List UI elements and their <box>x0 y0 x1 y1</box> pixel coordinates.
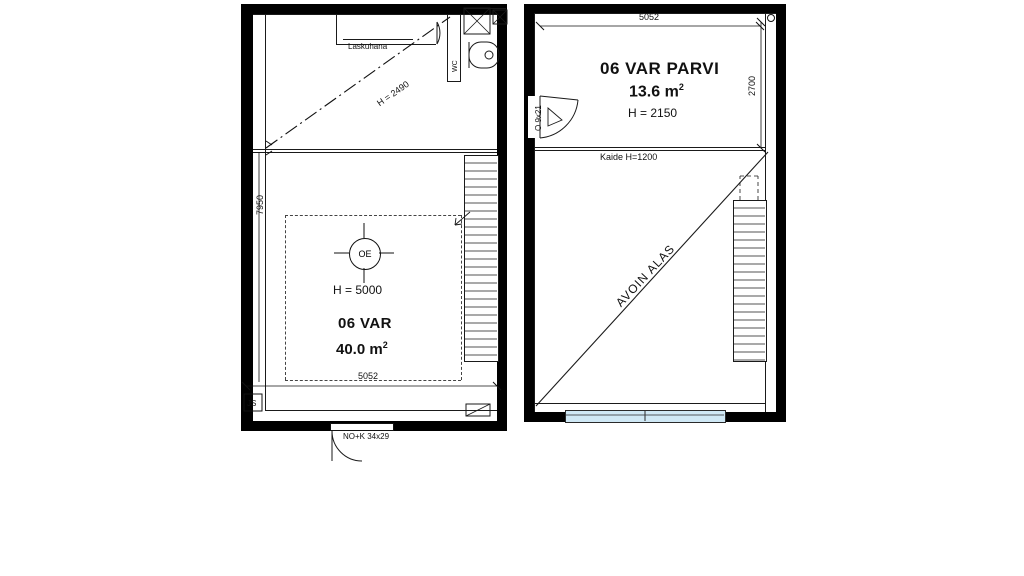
left-dim-west: 7950 <box>255 194 265 215</box>
right-room-area-sup: 2 <box>678 82 684 92</box>
right-dim-top: 5052 <box>639 12 660 22</box>
wc-label: WC <box>452 60 459 72</box>
railing-label: Kaide H=1200 <box>600 152 658 162</box>
right-door-label: O 9x21 <box>534 105 543 131</box>
bottom-door-label: NO+K 34x29 <box>343 432 390 441</box>
right-room-name: 06 VAR PARVI <box>600 59 720 78</box>
tap-label: Laskuhana <box>348 42 388 51</box>
left-room-area-sup: 2 <box>382 340 388 350</box>
left-height-note: H = 5000 <box>333 283 383 297</box>
slope-height-label: H = 2490 <box>375 78 411 109</box>
left-room-name: 06 VAR <box>338 315 392 332</box>
js-label: JS <box>247 399 257 408</box>
oe-label: OE <box>358 249 372 259</box>
left-dim-bottom: 5052 <box>358 371 379 381</box>
right-height-note: H = 2150 <box>628 106 678 120</box>
left-room-area-value: 40.0 m <box>336 341 383 358</box>
right-room-area-value: 13.6 m <box>629 83 679 101</box>
right-dim-east: 2700 <box>747 75 757 96</box>
void-label-text: AVOIN ALAS <box>613 241 678 310</box>
